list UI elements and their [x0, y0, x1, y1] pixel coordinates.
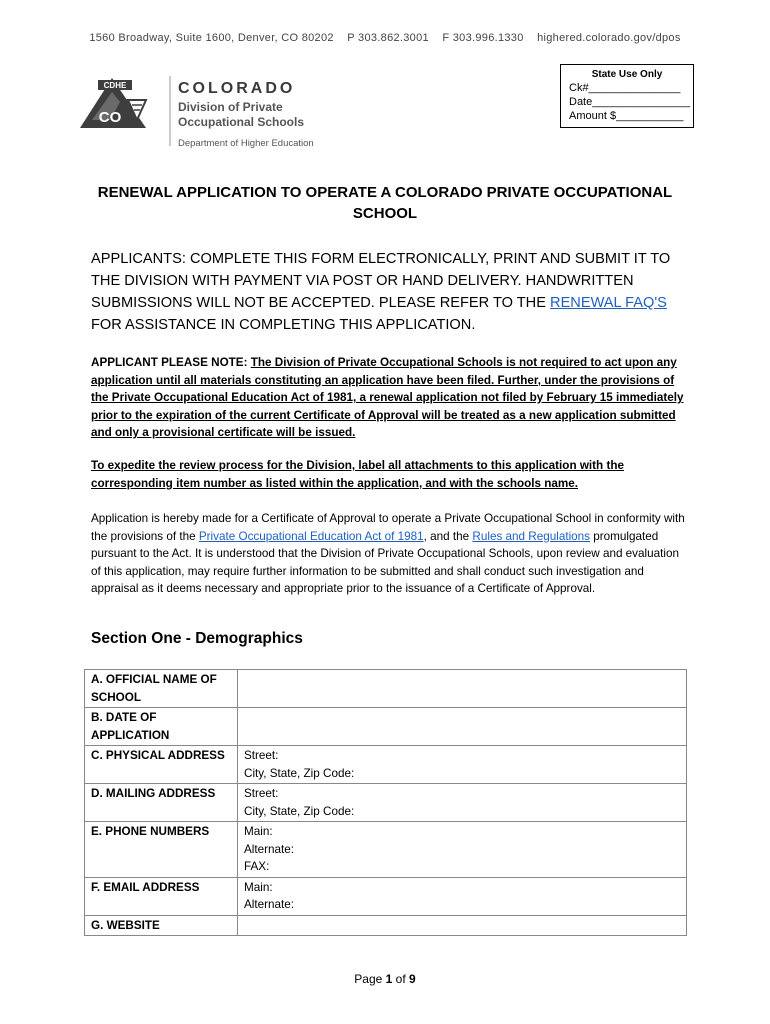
- paragraph-part2: , and the: [423, 529, 470, 543]
- phone-fax-label: FAX:: [244, 860, 270, 873]
- email-main-label: Main:: [244, 880, 273, 894]
- email-alternate-label: Alternate:: [244, 898, 295, 911]
- document-title: [80, 182, 690, 224]
- of-label: of: [395, 972, 406, 986]
- logo-division-line2: Occupational Schools: [178, 115, 305, 129]
- phone-numbers-label: E. PHONE NUMBERS: [85, 822, 238, 878]
- phone-main-label: Main:: [244, 825, 273, 838]
- website-field[interactable]: [238, 915, 687, 936]
- date-of-application-label: B. DATE OF APPLICATION: [85, 708, 238, 746]
- page-label: Page: [354, 972, 383, 986]
- applicant-note: [91, 354, 691, 442]
- fax-text: F 303.996.1330: [442, 32, 524, 44]
- logo-department: Department of Higher Education: [178, 138, 314, 149]
- table-row: [85, 822, 687, 878]
- website-text: highered.colorado.gov/dpos: [537, 32, 681, 44]
- section-title: Section One - Demographics: [91, 630, 303, 647]
- phone-text: P 303.862.3001: [347, 32, 429, 44]
- mailing-street-label: Street:: [244, 787, 279, 800]
- paragraph-part1: Application is hereby made for a Certificate of Approval to operate a Private Occupational School in conformity with the provisions of the: [91, 512, 685, 543]
- table-row: [85, 877, 687, 915]
- state-use-box: [560, 64, 694, 128]
- state-use-date: Date________________: [569, 96, 691, 108]
- table-row: [85, 746, 687, 784]
- state-use-title: State Use Only: [591, 69, 663, 80]
- physical-city-label: City, State, Zip Code:: [244, 766, 355, 780]
- table-row: [85, 670, 687, 708]
- phone-alternate-label: Alternate:: [244, 842, 295, 856]
- rules-regulations-link[interactable]: Rules and Regulations: [472, 529, 591, 543]
- logo-cdhe-text: CDHE: [103, 81, 127, 90]
- phone-numbers-field[interactable]: [238, 822, 687, 878]
- note-label: APPLICANT PLEASE NOTE:: [91, 356, 248, 369]
- letterhead-contact: [0, 32, 770, 44]
- physical-address-label: C. PHYSICAL ADDRESS: [85, 746, 238, 784]
- table-row: [85, 915, 687, 936]
- physical-address-field[interactable]: [238, 746, 687, 784]
- note-text: The Division of Private Occupational Schools is not required to act upon any application until all materials constituting an application have been filed. Further, under the provisions of the Private Occupational Education Act of 1981, a renewal application not filed by February 15 immediately prior to the expiration of the current Certificate of Approval will be treated as a new application submitted and only a provisional certificate will be issued.: [91, 356, 684, 439]
- logo-state-name: COLORADO: [178, 80, 296, 97]
- mailing-address-field[interactable]: [238, 784, 687, 822]
- email-address-label: F. EMAIL ADDRESS: [85, 877, 238, 915]
- logo-division-line1: Division of Private: [178, 100, 283, 114]
- page-total: 9: [409, 972, 416, 986]
- paragraph-part3: promulgated pursuant to the Act. It is understood that the Division of Private Occupational Schools, upon review and evaluation of this application, may require further information to be submitted and shall conduct such investigation and appraisal as it deems necessary and appropriate prior to the issuance of a Certificate of Approval.: [91, 529, 679, 595]
- act-1981-link[interactable]: Private Occupational Education Act of 1981: [198, 529, 424, 543]
- email-address-field[interactable]: [238, 877, 687, 915]
- official-name-label: A. OFFICIAL NAME OF SCHOOL: [85, 670, 238, 708]
- physical-street-label: Street:: [244, 749, 279, 762]
- title-line2: SCHOOL: [352, 205, 418, 222]
- page-footer: [0, 972, 770, 986]
- applicants-instructions: [91, 248, 691, 336]
- page-number: 1: [385, 972, 393, 986]
- date-of-application-field[interactable]: [238, 708, 687, 746]
- mailing-city-label: City, State, Zip Code:: [244, 804, 355, 818]
- expedite-notice: To expedite the review process for the Division, label all attachments to this application with the corresponding item number as listed within the application, and with the schools name.: [91, 459, 624, 490]
- logo-co-text: CO: [98, 109, 122, 126]
- table-row: [85, 708, 687, 746]
- state-use-amount: Amount $___________: [569, 110, 684, 122]
- renewal-faq-link[interactable]: RENEWAL FAQ'S: [550, 295, 667, 311]
- application-paragraph: [91, 510, 691, 598]
- table-row: [85, 784, 687, 822]
- applicants-tail: FOR ASSISTANCE IN COMPLETING THIS APPLICATION.: [91, 317, 476, 333]
- address-text: 1560 Broadway, Suite 1600, Denver, CO 80202: [89, 32, 334, 44]
- mailing-address-label: D. MAILING ADDRESS: [85, 784, 238, 822]
- demographics-table: [84, 669, 687, 936]
- applicants-text: APPLICANTS: COMPLETE THIS FORM ELECTRONICALLY, PRINT AND SUBMIT IT TO THE DIVISION WITH PAYMENT VIA POST OR HAND DELIVERY. HANDWRITTEN SUBMISSIONS WILL NOT BE ACCEPTED. PLEASE REFER TO THE: [91, 251, 671, 311]
- title-line1: RENEWAL APPLICATION TO OPERATE A COLORADO PRIVATE OCCUPATIONAL: [97, 184, 673, 201]
- state-use-check: Ck#_______________: [569, 82, 681, 94]
- website-label: G. WEBSITE: [85, 915, 238, 936]
- official-name-field[interactable]: [238, 670, 687, 708]
- logo-wordmark: [178, 80, 314, 149]
